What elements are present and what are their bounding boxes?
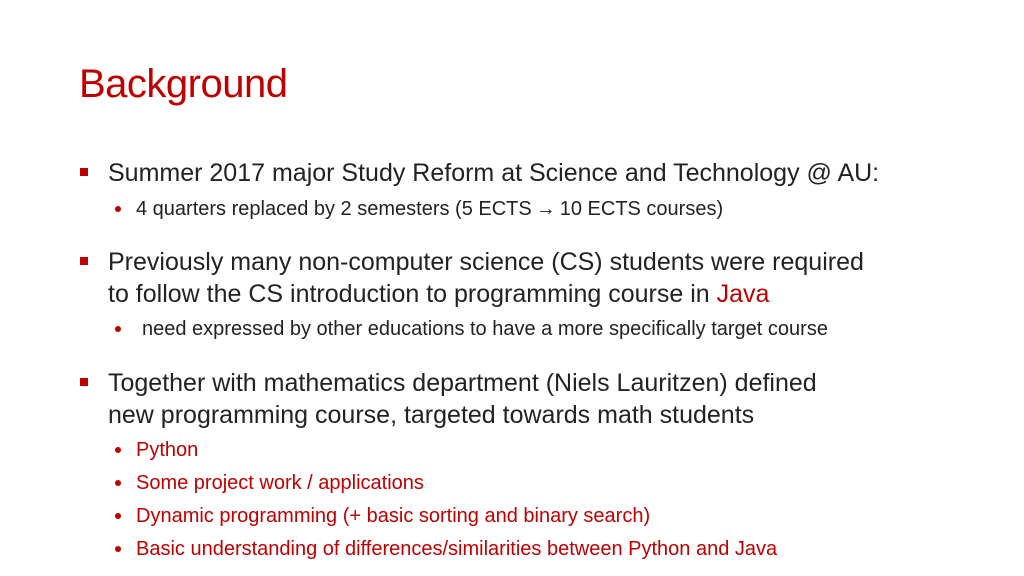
sub-bullet-text-before: 4 quarters replaced by 2 semesters (5 ECTS — [136, 198, 532, 220]
java-highlight: Java — [716, 280, 770, 308]
sub-bullet-text: Dynamic programming (+ basic sorting and binary search) — [136, 505, 651, 527]
bullet-previously — [108, 246, 988, 310]
dot-bullet-icon — [115, 206, 121, 212]
sub-bullet-differences — [136, 535, 956, 563]
bullet-together — [108, 367, 988, 431]
square-bullet-icon — [80, 378, 88, 386]
sub-bullet-text: Python — [136, 439, 199, 461]
dot-bullet-icon — [115, 546, 121, 552]
bullet-text: Summer 2017 major Study Reform at Science and Technology @ AU: — [108, 159, 880, 187]
bullet-line-2-prefix: to follow the CS introduction to programming course in — [108, 280, 717, 308]
sub-bullet-python — [136, 436, 956, 464]
dot-bullet-icon — [115, 326, 121, 332]
sub-bullet-text: Basic understanding of differences/similarities between Python and Java — [136, 538, 778, 560]
sub-bullet-project-work — [136, 469, 956, 497]
sub-bullet-text-after: 10 ECTS courses) — [559, 198, 724, 220]
right-arrow-icon: → — [535, 198, 556, 220]
bullet-line-1: Together with mathematics department (Niels Lauritzen) defined — [108, 369, 817, 397]
dot-bullet-icon — [115, 447, 121, 453]
bullet-line-1: Previously many non-computer science (CS) students were required — [108, 248, 864, 276]
dot-bullet-icon — [115, 480, 121, 486]
sub-bullet-text: Some project work / applications — [136, 472, 424, 494]
square-bullet-icon — [80, 257, 88, 265]
bullet-study-reform — [108, 157, 988, 189]
dot-bullet-icon — [115, 513, 121, 519]
sub-bullet-quarters — [136, 195, 956, 223]
square-bullet-icon — [80, 168, 88, 176]
sub-bullet-dynamic-programming — [136, 502, 956, 530]
sub-bullet-text: need expressed by other educations to have a more specifically target course — [142, 318, 828, 340]
bullet-line-2: new programming course, targeted towards math students — [108, 401, 755, 429]
bullet-line-2 — [108, 278, 988, 310]
sub-bullet-need — [136, 315, 956, 343]
slide-title: Background — [79, 62, 288, 106]
